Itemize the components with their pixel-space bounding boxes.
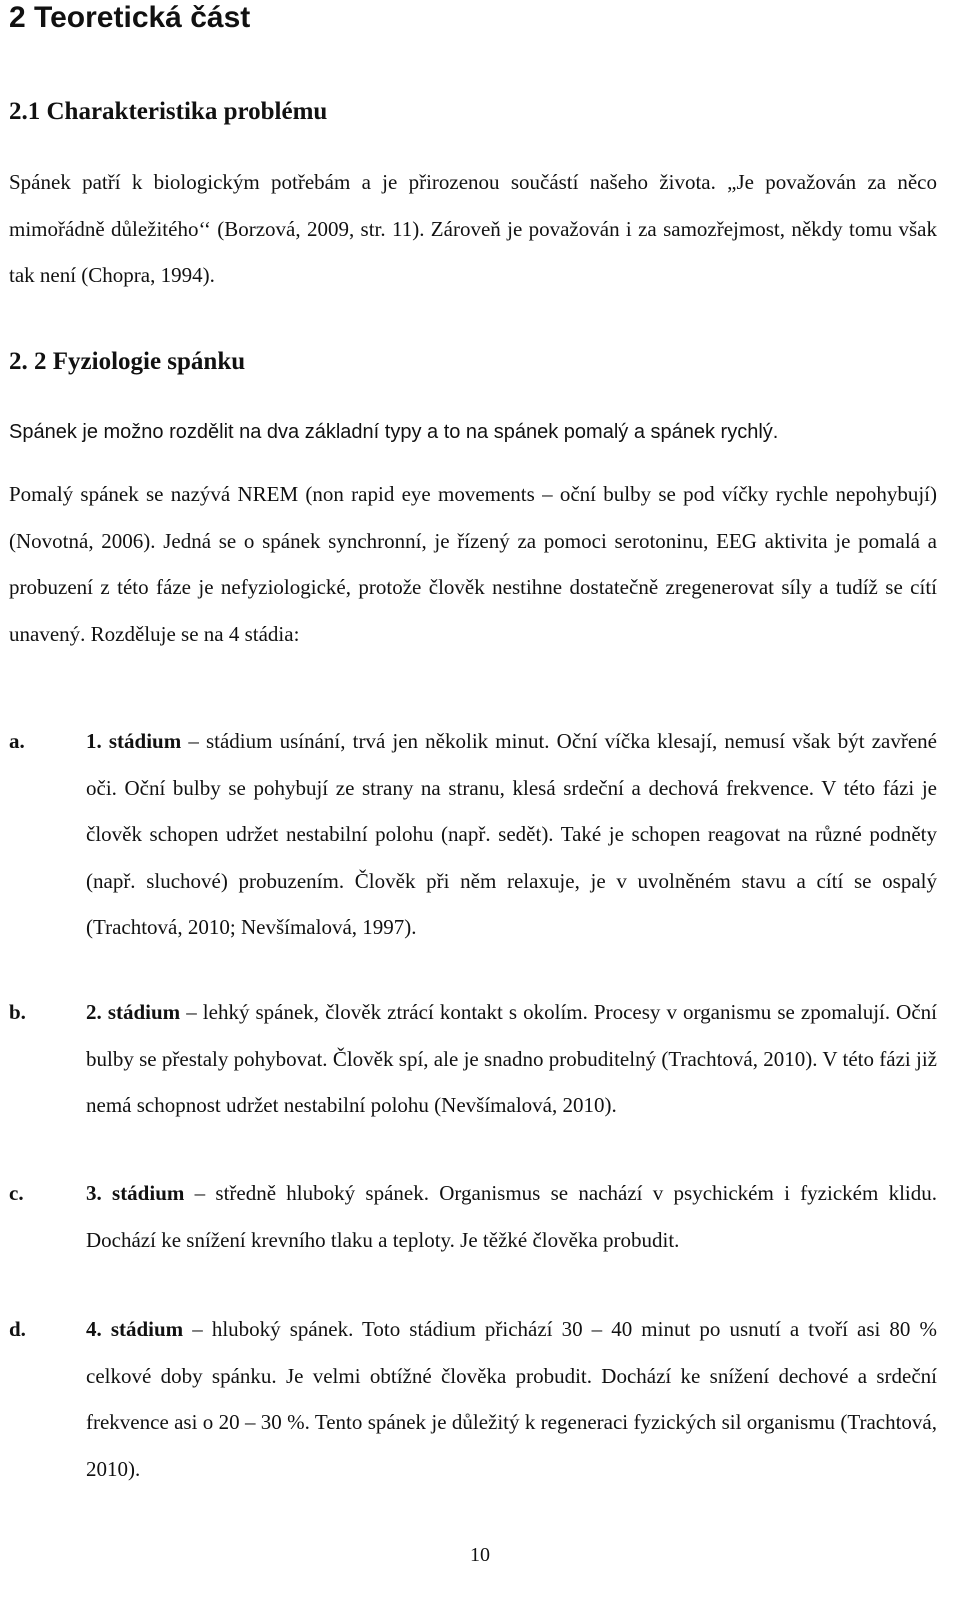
paragraph-characteristics: Spánek patří k biologickým potřebám a je přirozenou součástí našeho života. „Je považován za něco mimořádně důležitého‘‘ (Borzová, 2009, str. 11). Zároveň je považován i za samozřejmost, někdy tomu však tak není (Chopra, 1994). <box>9 170 937 287</box>
list-marker: b. <box>9 1000 26 1024</box>
stage-term: stádium <box>108 729 182 753</box>
stage-description <box>86 1306 937 1492</box>
stage-text: – hluboký spánek. Toto stádium přichází 30 – 40 minut po usnutí a tvoří asi 80 % celkové doby spánku. Je velmi obtížné člověka probudit. Dochází ke snížení dechové a srdeční frekvence asi o 20 – 30 %. Tento spánek je důležitý k regeneraci fyzických sil organismu (Trachtová, 2010). <box>86 1317 937 1481</box>
stage-description <box>86 718 937 951</box>
stage-description <box>86 989 937 1129</box>
stage-number: 3. <box>86 1181 102 1205</box>
stage-number: 1. <box>86 729 102 753</box>
list-marker: c. <box>9 1181 24 1205</box>
section-heading-physiology: 2. 2 Fyziologie spánku <box>9 348 246 375</box>
stage-term: stádium <box>110 1317 184 1341</box>
stage-description <box>86 1170 937 1263</box>
page-number: 10 <box>470 1544 490 1566</box>
paragraph-sleep-types: Spánek je možno rozdělit na dva základní typy a to na spánek pomalý a spánek rychlý. <box>9 421 779 443</box>
stage-term: stádium <box>112 1181 185 1205</box>
list-item-stage-3 <box>9 1170 937 1263</box>
list-marker: a. <box>9 729 25 753</box>
stage-text: – stádium usínání, trvá jen několik minut. Oční víčka klesají, nemusí však být zavřené oči. Oční bulby se pohybují ze strany na stranu, klesá srdeční a dechová frekvence. V této fázi je člověk schopen udržet nestabilní polohu (např. sedět). Také je schopen reagovat na různé podněty (např. sluchové) probuzením. Člověk při něm relaxuje, je v uvolněném stavu a cítí se ospalý (Trachtová, 2010; Nevšímalová, 1997). <box>86 729 937 939</box>
list-item-stage-2 <box>9 989 937 1129</box>
stage-term: stádium <box>107 1000 181 1024</box>
chapter-title: 2 Teoretická část <box>9 1 251 34</box>
stage-number: 4. <box>86 1317 102 1341</box>
list-item-stage-4 <box>9 1306 937 1492</box>
list-item-stage-1 <box>9 718 937 951</box>
list-marker: d. <box>9 1317 26 1341</box>
stage-text: – středně hluboký spánek. Organismus se nachází v psychickém i fyzickém klidu. Dochází ke snížení krevního tlaku a teploty. Je těžké člověka probudit. <box>86 1181 937 1252</box>
stage-text: – lehký spánek, člověk ztrácí kontakt s okolím. Procesy v organismu se zpomalují. Oční bulby se přestaly pohybovat. Člověk spí, ale je snadno probuditelný (Trachtová, 2010). V této fázi již nemá schopnost udržet nestabilní polohu (Nevšímalová, 2010). <box>86 1000 938 1117</box>
section-heading-characteristics: 2.1 Charakteristika problému <box>9 98 328 125</box>
paragraph-nrem: Pomalý spánek se nazývá NREM (non rapid eye movements – oční bulby se pod víčky rychle nepohybují) (Novotná, 2006). Jedná se o spánek synchronní, je řízený za pomoci serotoninu, EEG aktivita je pomalá a probuzení z této fáze je nefyziologické, protože člověk nestihne dostatečně zregenerovat síly a tudíž se cítí unavený. Rozděluje se na 4 stádia: <box>9 482 937 646</box>
stage-number: 2. <box>86 1000 102 1024</box>
